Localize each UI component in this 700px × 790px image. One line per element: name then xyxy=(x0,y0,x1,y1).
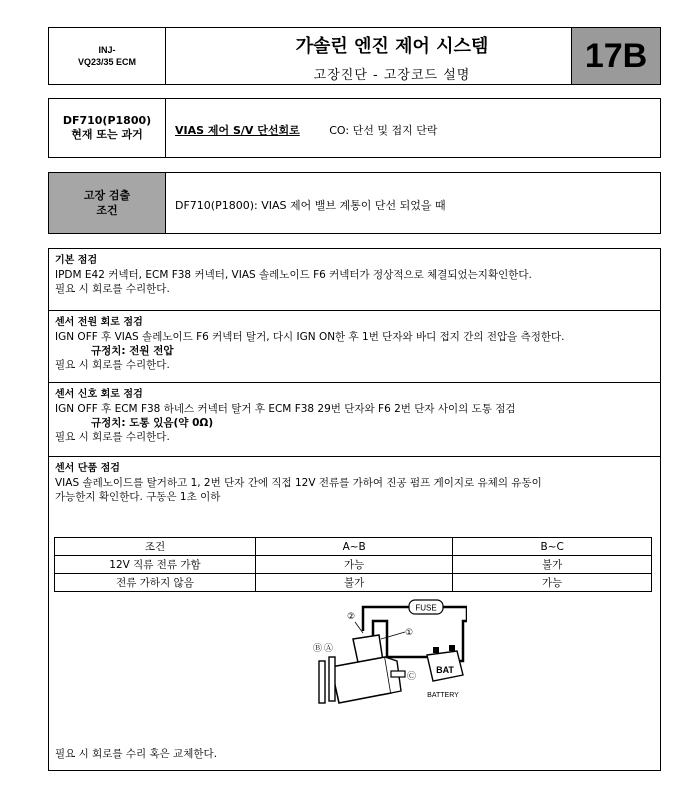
flow-check-table xyxy=(54,537,652,592)
page-title: 가솔린 엔진 제어 시스템 xyxy=(295,36,489,57)
dtc-name: VIAS 제어 S/V 단선회로 xyxy=(175,124,300,137)
port-c xyxy=(391,671,405,677)
section-text: 필요 시 회로를 수리한다. xyxy=(55,431,170,443)
section-heading: 센서 전원 회로 점검 xyxy=(55,317,143,328)
section-text: 가능한지 확인한다. 구동은 1초 이하 xyxy=(55,491,221,503)
battery-label: BATTERY xyxy=(427,692,459,699)
dtc-code: DF710(P1800) xyxy=(62,114,152,127)
bat-label: BAT xyxy=(436,665,454,675)
chapter-badge: 17B xyxy=(571,28,660,84)
dtc-co: CO: 단선 및 접지 단락 xyxy=(329,124,438,137)
section-text: 필요 시 회로를 수리한다. xyxy=(55,359,170,371)
section-code-line1: INJ- xyxy=(98,45,116,55)
check-procedure xyxy=(48,248,661,771)
detect-label-line1: 고장 검출 xyxy=(83,189,131,202)
section-text: 필요 시 회로를 수리한다. xyxy=(55,283,170,295)
section-text: IPDM E42 커넥터, ECM F38 커넥터, VIAS 솔레노이드 F6 커넥터가 정상적으로 체결되었는지확인한다. xyxy=(55,269,532,281)
signal-check-section xyxy=(49,383,660,457)
section-heading: 기본 점검 xyxy=(55,255,98,266)
detect-condition-row xyxy=(48,172,661,234)
solenoid-test-diagram xyxy=(267,587,467,727)
table-header: B~C xyxy=(453,538,652,556)
table-cell: 전류 가하지 않음 xyxy=(55,574,256,592)
section-code-line2: VQ23/35 ECM xyxy=(77,57,137,67)
port-a xyxy=(329,657,335,701)
table-header: A~B xyxy=(256,538,453,556)
section-heading: 센서 신호 회로 점검 xyxy=(55,389,143,400)
detect-condition-text: DF710(P1800): VIAS 제어 밸브 계통이 단선 되었을 때 xyxy=(175,199,446,212)
section-text: IGN OFF 후 VIAS 솔레노이드 F6 커넥터 탈거, 다시 IGN ON한 후 1번 단자와 바디 접지 간의 전압을 측정한다. xyxy=(55,331,565,343)
marker-a: Ⓐ xyxy=(324,644,334,654)
dtc-description xyxy=(175,122,437,138)
section-code xyxy=(49,28,166,84)
leader-line xyxy=(381,632,405,639)
detect-condition-label xyxy=(49,173,166,233)
marker-b: Ⓑ xyxy=(313,644,323,654)
solenoid-body xyxy=(331,657,391,703)
section-heading: 센서 단품 점검 xyxy=(55,463,120,474)
table-cell: 가능 xyxy=(453,574,652,592)
table-row xyxy=(55,556,652,574)
table-cell: 12V 직류 전류 가함 xyxy=(55,556,256,574)
detect-label-line2: 조건 xyxy=(96,204,118,217)
section-text: 필요 시 회로를 수리 혹은 교체한다. xyxy=(55,748,218,760)
table-cell: 가능 xyxy=(256,556,453,574)
dtc-status: 현재 또는 과거 xyxy=(71,128,143,141)
table-header-row xyxy=(55,538,652,556)
title-block xyxy=(166,28,618,84)
table-cell: 불가 xyxy=(256,574,453,592)
battery-terminal xyxy=(449,645,455,651)
dtc-code-cell xyxy=(49,99,166,157)
table-header: 조건 xyxy=(55,538,256,556)
page-subtitle: 고장진단 - 고장코드 설명 xyxy=(313,68,471,83)
basic-check-section xyxy=(49,249,660,311)
spec-value: 규정치: 전원 전압 xyxy=(91,345,174,357)
power-check-section xyxy=(49,311,660,383)
dtc-row xyxy=(48,98,661,158)
marker-c: Ⓒ xyxy=(407,672,417,682)
section-text: VIAS 솔레노이드를 탈거하고 1, 2번 단자 간에 직접 12V 전류를 가하여 진공 펌프 게이지로 유체의 유동이 xyxy=(55,477,542,489)
spec-value: 규정치: 도통 있음(약 0Ω) xyxy=(91,417,214,429)
unit-check-section xyxy=(49,457,660,771)
battery-terminal xyxy=(433,647,439,653)
marker-2: ② xyxy=(347,612,356,622)
fuse-label: FUSE xyxy=(415,603,437,613)
port-b xyxy=(319,661,325,703)
marker-1: ① xyxy=(405,628,414,638)
page-header xyxy=(48,27,661,85)
table-cell: 불가 xyxy=(453,556,652,574)
section-text: IGN OFF 후 ECM F38 하네스 커넥터 탈거 후 ECM F38 29번 단자와 F6 2번 단자 사이의 도통 점검 xyxy=(55,403,516,415)
